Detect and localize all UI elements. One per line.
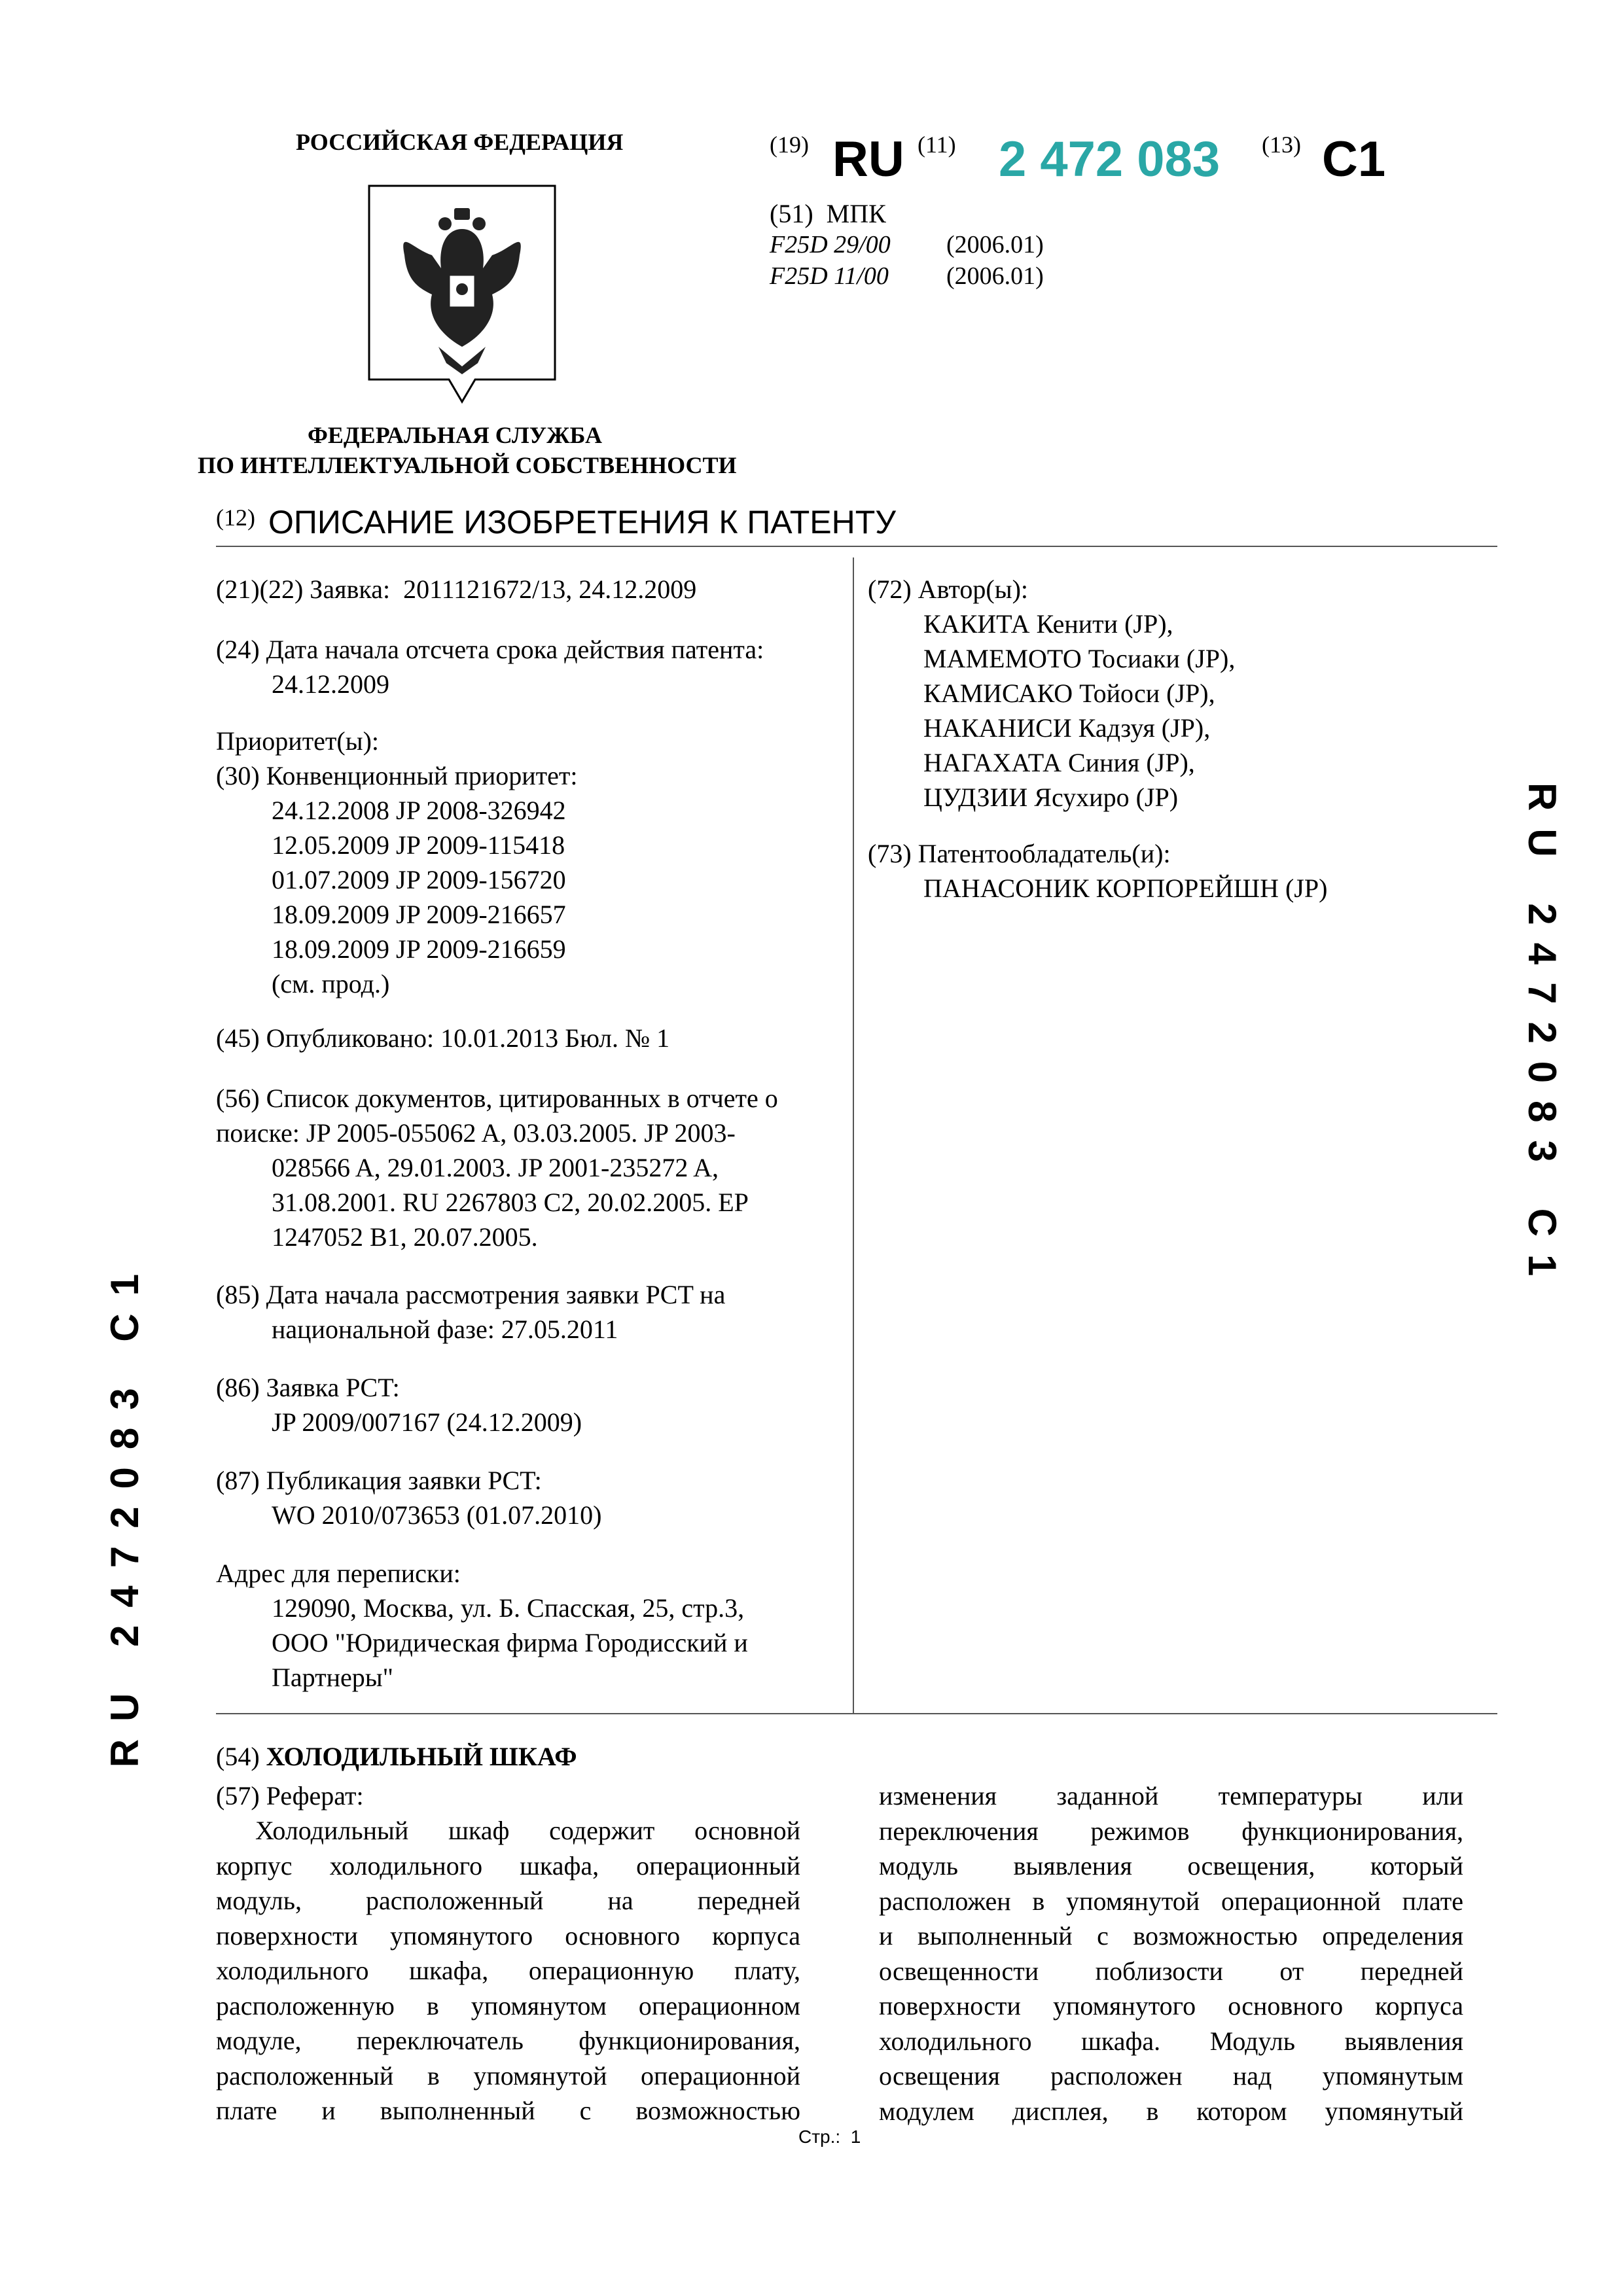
cited-documents-field: (56) Список документов, цитированных в отчете о поиске: JP 2005-055062 A, 03.03.2005. JP 2003- 028566 A, 29.01.2003. JP 2001-235272 A, 31.08.2001. RU 2267803 C2, 20.02.2005. EP 1247052 B1, 20.07.2005. [216,1084,778,1252]
ipc-row: F25D 29/00 (2006.01) [770,231,1044,258]
priority-entry: 24.12.2008 JP 2008-326942 [272,796,566,825]
side-patent-number-right: RU 2472083 C1 [1520,783,1564,1294]
invention-title: (54) ХОЛОДИЛЬНЫЙ ШКАФ [216,1742,577,1771]
code-19: (19) [770,132,809,158]
country-code: RU [832,132,904,187]
author-entry: ЦУДЗИИ Ясухиро (JP) [923,783,1179,812]
title-rule [216,546,1497,547]
ipc-heading [770,196,886,231]
priority-entry: 18.09.2009 JP 2009-216657 [272,900,566,929]
code-13: (13) [1262,132,1301,158]
priority-entry: 12.05.2009 JP 2009-115418 [272,830,565,860]
patent-start-field: (24) Дата начала отсчета срока действия патента: 24.12.2009 [216,635,764,699]
published-field: (45) Опубликовано: 10.01.2013 Бюл. № 1 [216,1023,670,1053]
agency-line-1: ФЕДЕРАЛЬНАЯ СЛУЖБА [308,422,602,448]
column-divider [853,557,854,1713]
author-entry: НАКАНИСИ Кадзуя (JP), [923,713,1211,743]
pct-application-field: (86) Заявка PCT: JP 2009/007167 (24.12.2009) [216,1373,582,1437]
section-rule [216,1713,1497,1714]
pct-publication-field: (87) Публикация заявки PCT: WO 2010/073653 (01.07.2010) [216,1466,602,1530]
coat-of-arms-emblem [366,183,558,406]
pct-national-phase-field: (85) Дата начала рассмотрения заявки PCT на национальной фазе: 27.05.2011 [216,1280,726,1344]
abstract-left-column: Холодильный шкаф содержит основной корпус холодильного шкафа, операционный модуль, расположенный на передней поверхности упомянутого основного корпуса холодильного шкафа, операционную плату, расположенную в упомянутом операционном модуле, переключатель функционирования, расположенный в упомянутой операционной плате и выполненный с возможностью [216,1816,800,2125]
author-entry: КАМИСАКО Тойоси (JP), [923,679,1215,708]
priority-entry: 01.07.2009 JP 2009-156720 [272,865,566,894]
kind-code: C1 [1322,132,1386,187]
ipc-row: F25D 11/00 (2006.01) [770,262,1044,290]
author-entry: КАКИТА Кенити (JP), [923,609,1173,639]
application-field: (21)(22) Заявка: 2011121672/13, 24.12.2009 [216,574,697,604]
abstract-label: (57) Реферат: [216,1781,364,1810]
code-11: (11) [918,132,956,158]
country-name: РОССИЙСКАЯ ФЕДЕРАЦИЯ [296,129,624,155]
ipc-list [770,229,1044,292]
author-entry: НАГАХАТА Синия (JP), [923,748,1195,777]
authors-field: (72) Автор(ы): КАКИТА Кенити (JP), МАМЕМОТО Тосиаки (JP), КАМИСАКО Тойоси (JP), НАКАНИСИ Кадзуя (JP), НАГАХАТА Синия (JP), ЦУДЗИИ Ясухиро (JP) [868,572,1489,815]
document-title: ОПИСАНИЕ ИЗОБРЕТЕНИЯ К ПАТЕНТУ [268,504,897,540]
abstract-right-column: изменения заданной температуры или переключения режимов функционирования, модуль выявления освещения, который расположен в упомянутой операционной плате и выполненный с возможностью определения освещенности поблизости от передней поверхности упомянутого основного корпуса холодильного шкафа. Модуль выявления освещения расположен над упомянутым модулем дисплея, в котором упомянутый [879,1781,1463,2126]
patent-owner-field: (73) Патентообладатель(и): ПАНАСОНИК КОРПОРЕЙШН (JP) [868,839,1328,903]
priority-entry: 18.09.2009 JP 2009-216659 [272,934,566,964]
page-footer: Стр.: 1 [798,2127,861,2147]
ipc-label: МПК [826,199,886,228]
side-patent-number-left: RU 2472083 C1 [103,1256,147,1768]
priority-field: Приоритет(ы): (30) Конвенционный приоритет: 24.12.2008 JP 2008-326942 12.05.2009 JP 2009-115418 01.07.2009 JP 2009-156720 18.09.2009 JP 2009-216657 18.09.2009 JP 2009-216659 (см. прод.) [216,724,844,1001]
code-51: (51) [770,199,813,228]
agency-line-2: ПО ИНТЕЛЛЕКТУАЛЬНОЙ СОБСТВЕННОСТИ [198,452,737,478]
title-code: (12) [216,504,255,531]
author-entry: МАМЕМОТО Тосиаки (JP), [923,644,1236,673]
patent-number: 2 472 083 [999,132,1221,187]
correspondence-address: Адрес для переписки: 129090, Москва, ул. Б. Спасская, 25, стр.3, ООО "Юридическая фирма Городисский и Партнеры" [216,1559,748,1692]
